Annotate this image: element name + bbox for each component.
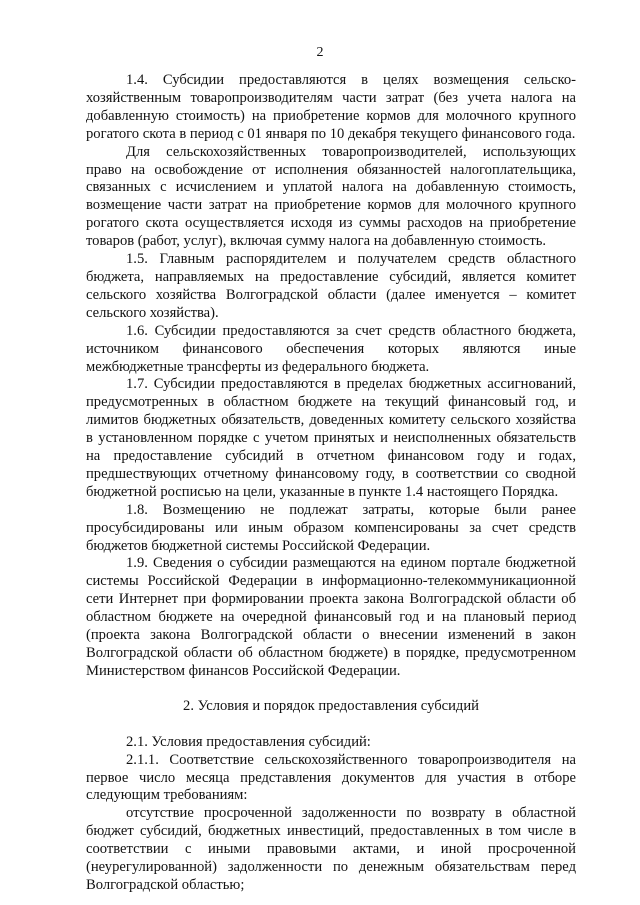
paragraph-2-1-1: 2.1.1. Соответствие сельскохозяйственного товаропроизводителя на первое число месяца представления документов для участия в отборе следующим требованиям: — [86, 751, 576, 804]
paragraph-1-6: 1.6. Субсидии предоставляются за счет средств областного бюджета, источником финансового обеспечения которых являются иные межбюджетные трансферты из федерального бюджета. — [86, 322, 576, 375]
paragraph-1-8: 1.8. Возмещению не подлежат затраты, которые были ранее просубсидированы или иным образом компенсированы за счет средств бюджетов бюджетной системы Российской Федерации. — [86, 501, 576, 554]
paragraph-1-9: 1.9. Сведения о субсидии размещаются на едином портале бюджетной системы Российской Федерации в информационно-телекоммуникационной сети Интернет при формировании проекта закона Волгоградской области об областном бюджете на очередной финансовый год и на плановый период (проекта закона Волгоградской области о внесении изменений в закон Волгоградской области об областном бюджете) в порядке, предусмотренном Министерством финансов Российской Федерации. — [86, 555, 576, 679]
paragraph-no-debt-requirement: отсутствие просроченной задолженности по возврату в областной бюджет субсидий, бюджетных инвестиций, предоставленных в том числе в соответствии с иными правовыми актами, и иной просроченной (неурегулированной) задолженности по денежным обязательствам перед Волгоградской областью; — [86, 805, 576, 893]
paragraph-1-4: 1.4. Субсидии предоставляются в целях возмещения сельско-хозяйственным товаропроизводителям части затрат (без учета налога на добавленную стоимость) на приобретение кормов для молочного крупного рогатого скота в период с 01 января по 10 декабря текущего финансового года. — [86, 72, 576, 142]
paragraph-vat-exemption: Для сельскохозяйственных товаропроизводителей, использующих право на освобождение от исполнения обязанностей налогоплательщика, связанных с исчислением и уплатой налога на добавленную стоимость, возмещение части затрат на приобретение кормов для молочного крупного рогатого скота осуществляется исходя из суммы расходов на приобретение товаров (работ, услуг), включая сумму налога на добавленную стоимость. — [86, 143, 576, 250]
document-body — [86, 72, 576, 895]
section-heading: 2. Условия и порядок предоставления субсидий — [183, 697, 479, 714]
paragraph-1-5: 1.5. Главным распорядителем и получателем средств областного бюджета, направляемых на предоставление субсидий, является комитет сельского хозяйства Волгоградской области (далее именуется – комитет сельского хозяйства). — [86, 251, 576, 321]
paragraph-1-7: 1.7. Субсидии предоставляются в пределах бюджетных ассигнований, предусмотренных в областном бюджете на текущий финансовый год, и лимитов бюджетных обязательств, доведенных комитету сельского хозяйства в установленном порядке с учетом принятых и неисполненных обязательств на предоставление субсидий в отчетном финансовом году и годах, предшествующих отчетному финансовому году, в соответствии со сводной бюджетной росписью на цели, указанные в пункте 1.4 настоящего Порядка. — [86, 376, 576, 500]
page-number: 2 — [316, 45, 324, 60]
paragraph-2-1: 2.1. Условия предоставления субсидий: — [126, 733, 371, 750]
